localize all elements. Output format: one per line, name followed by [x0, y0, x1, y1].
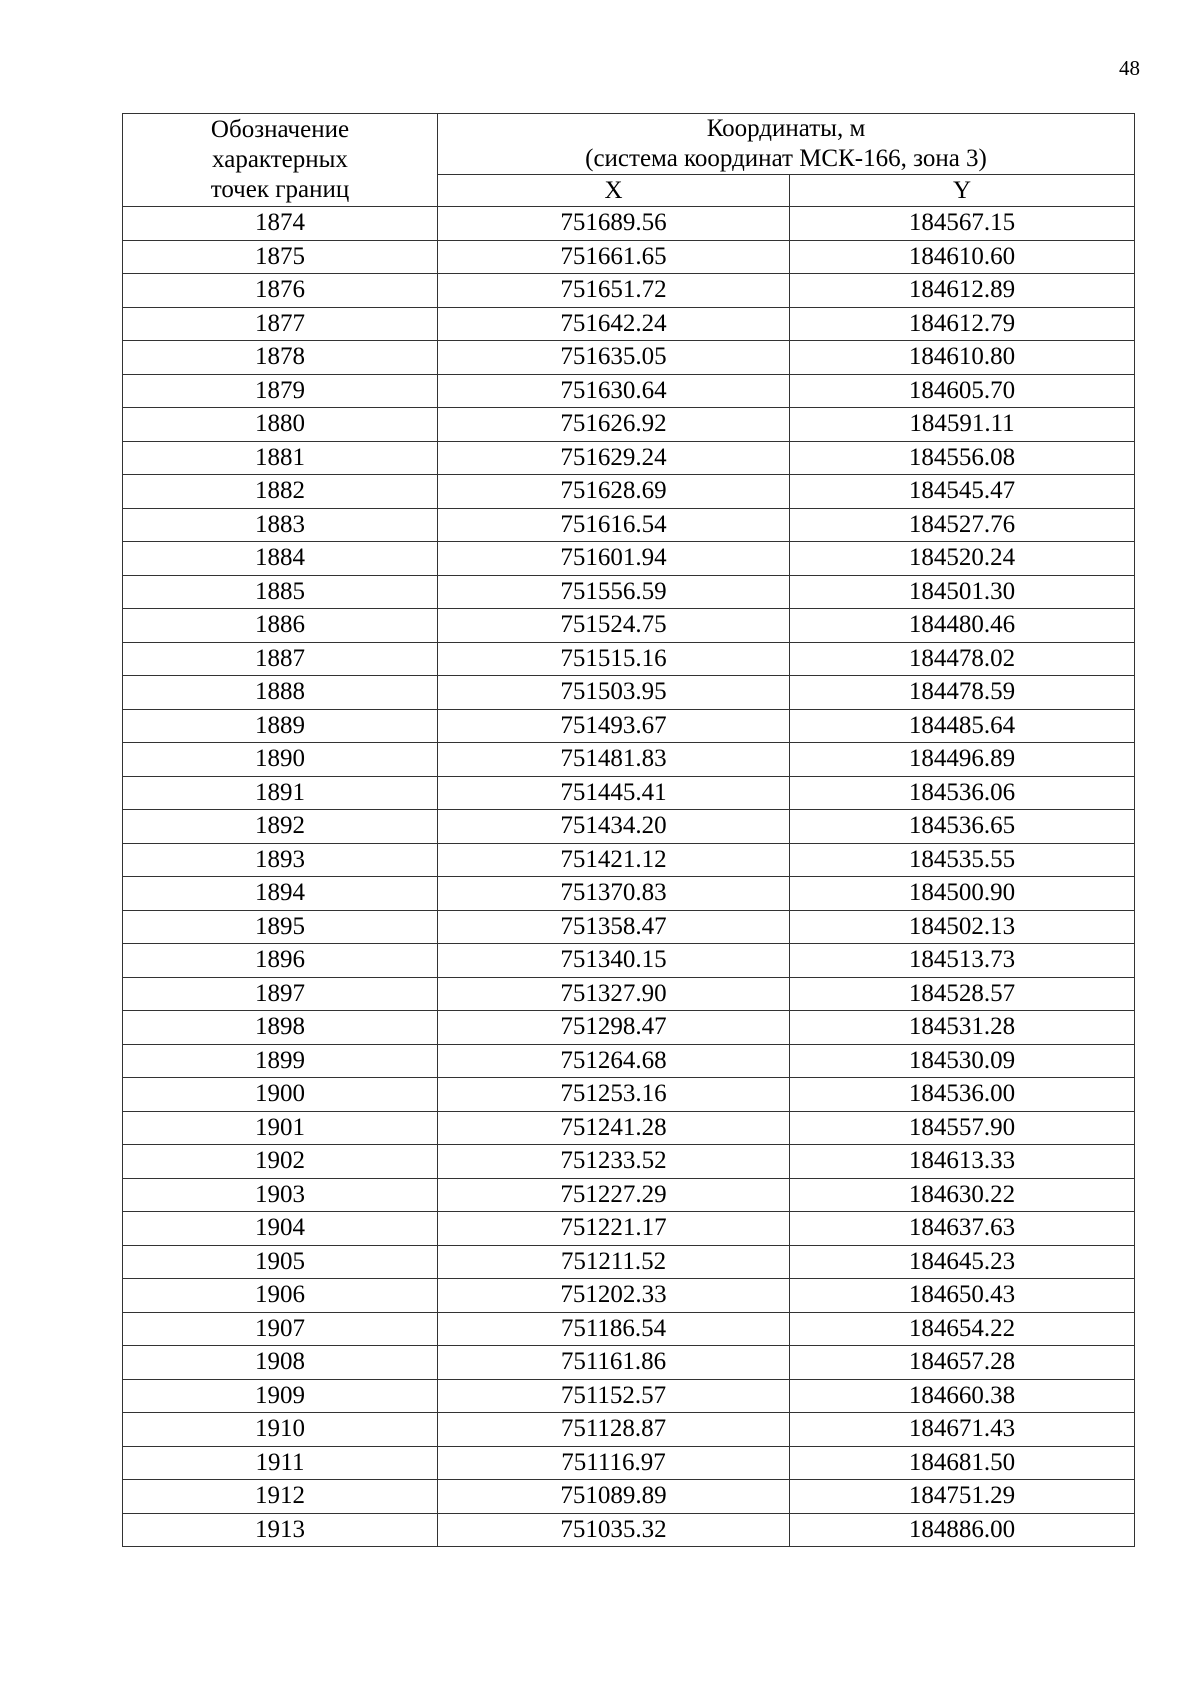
x-cell: 751524.75	[438, 609, 790, 643]
y-cell: 184527.76	[790, 508, 1135, 542]
coordinates-table	[122, 113, 1135, 1547]
page-number: 48	[1119, 56, 1140, 80]
table-row	[123, 274, 1135, 308]
x-cell: 751601.94	[438, 542, 790, 576]
table-row	[123, 1078, 1135, 1112]
point-cell: 1886	[123, 609, 438, 643]
table-row	[123, 1513, 1135, 1547]
x-cell: 751628.69	[438, 475, 790, 509]
table-row	[123, 609, 1135, 643]
point-cell: 1876	[123, 274, 438, 308]
table-row	[123, 1379, 1135, 1413]
y-cell: 184886.00	[790, 1513, 1135, 1547]
x-cell: 751556.59	[438, 575, 790, 609]
table-row	[123, 441, 1135, 475]
point-cell: 1898	[123, 1011, 438, 1045]
x-cell: 751630.64	[438, 374, 790, 408]
y-cell: 184751.29	[790, 1480, 1135, 1514]
x-cell: 751340.15	[438, 944, 790, 978]
y-cell: 184535.55	[790, 843, 1135, 877]
x-cell: 751233.52	[438, 1145, 790, 1179]
x-cell: 751358.47	[438, 910, 790, 944]
point-cell: 1892	[123, 810, 438, 844]
y-cell: 184657.28	[790, 1346, 1135, 1380]
x-cell: 751089.89	[438, 1480, 790, 1514]
point-cell: 1877	[123, 307, 438, 341]
table-row	[123, 743, 1135, 777]
y-cell: 184480.46	[790, 609, 1135, 643]
table-row	[123, 877, 1135, 911]
point-cell: 1906	[123, 1279, 438, 1313]
x-cell: 751116.97	[438, 1446, 790, 1480]
table-row	[123, 508, 1135, 542]
x-cell: 751211.52	[438, 1245, 790, 1279]
point-cell: 1911	[123, 1446, 438, 1480]
y-cell: 184612.89	[790, 274, 1135, 308]
table-row	[123, 1446, 1135, 1480]
point-cell: 1879	[123, 374, 438, 408]
x-cell: 751035.32	[438, 1513, 790, 1547]
table-row	[123, 1245, 1135, 1279]
x-cell: 751493.67	[438, 709, 790, 743]
table-row	[123, 642, 1135, 676]
x-cell: 751253.16	[438, 1078, 790, 1112]
y-cell: 184567.15	[790, 207, 1135, 241]
table-row	[123, 240, 1135, 274]
point-cell: 1881	[123, 441, 438, 475]
y-cell: 184513.73	[790, 944, 1135, 978]
x-cell: 751642.24	[438, 307, 790, 341]
x-cell: 751298.47	[438, 1011, 790, 1045]
x-cell: 751481.83	[438, 743, 790, 777]
table-row	[123, 910, 1135, 944]
point-cell: 1910	[123, 1413, 438, 1447]
point-cell: 1895	[123, 910, 438, 944]
point-cell: 1909	[123, 1379, 438, 1413]
table-row	[123, 341, 1135, 375]
table-row	[123, 207, 1135, 241]
x-cell: 751445.41	[438, 776, 790, 810]
point-cell: 1883	[123, 508, 438, 542]
table-row	[123, 1178, 1135, 1212]
table-row	[123, 776, 1135, 810]
point-cell: 1889	[123, 709, 438, 743]
point-column-header	[123, 114, 438, 207]
x-cell: 751241.28	[438, 1111, 790, 1145]
y-cell: 184557.90	[790, 1111, 1135, 1145]
y-cell: 184531.28	[790, 1011, 1135, 1045]
x-cell: 751264.68	[438, 1044, 790, 1078]
y-cell: 184485.64	[790, 709, 1135, 743]
y-cell: 184671.43	[790, 1413, 1135, 1447]
y-cell: 184681.50	[790, 1446, 1135, 1480]
table-row	[123, 810, 1135, 844]
y-cell: 184528.57	[790, 977, 1135, 1011]
y-cell: 184536.00	[790, 1078, 1135, 1112]
table-row	[123, 709, 1135, 743]
point-cell: 1874	[123, 207, 438, 241]
table-row	[123, 1413, 1135, 1447]
table-row	[123, 1212, 1135, 1246]
point-header-line: точек границ	[210, 176, 350, 203]
y-cell: 184520.24	[790, 542, 1135, 576]
point-cell: 1900	[123, 1078, 438, 1112]
x-cell: 751221.17	[438, 1212, 790, 1246]
coordinates-column-header	[438, 114, 1135, 175]
point-cell: 1884	[123, 542, 438, 576]
y-cell: 184637.63	[790, 1212, 1135, 1246]
x-cell: 751629.24	[438, 441, 790, 475]
table-header	[123, 114, 1135, 207]
table-row	[123, 1044, 1135, 1078]
point-cell: 1882	[123, 475, 438, 509]
point-cell: 1913	[123, 1513, 438, 1547]
point-cell: 1897	[123, 977, 438, 1011]
x-cell: 751661.65	[438, 240, 790, 274]
x-cell: 751635.05	[438, 341, 790, 375]
point-cell: 1908	[123, 1346, 438, 1380]
table-row	[123, 374, 1135, 408]
point-cell: 1885	[123, 575, 438, 609]
point-cell: 1887	[123, 642, 438, 676]
y-cell: 184501.30	[790, 575, 1135, 609]
point-cell: 1880	[123, 408, 438, 442]
y-cell: 184612.79	[790, 307, 1135, 341]
table-row	[123, 408, 1135, 442]
point-cell: 1902	[123, 1145, 438, 1179]
y-cell: 184500.90	[790, 877, 1135, 911]
y-column-header: Y	[790, 175, 1135, 207]
point-cell: 1904	[123, 1212, 438, 1246]
x-cell: 751689.56	[438, 207, 790, 241]
y-cell: 184610.80	[790, 341, 1135, 375]
x-cell: 751186.54	[438, 1312, 790, 1346]
table-row	[123, 1346, 1135, 1380]
y-cell: 184556.08	[790, 441, 1135, 475]
x-cell: 751327.90	[438, 977, 790, 1011]
x-cell: 751626.92	[438, 408, 790, 442]
table-row	[123, 1111, 1135, 1145]
y-cell: 184645.23	[790, 1245, 1135, 1279]
point-cell: 1907	[123, 1312, 438, 1346]
point-cell: 1905	[123, 1245, 438, 1279]
point-cell: 1893	[123, 843, 438, 877]
point-cell: 1896	[123, 944, 438, 978]
x-cell: 751421.12	[438, 843, 790, 877]
y-cell: 184502.13	[790, 910, 1135, 944]
point-cell: 1878	[123, 341, 438, 375]
coords-header-line: (система координат МСК-166, зона 3)	[585, 145, 987, 172]
point-header-line: Обозначение	[210, 116, 350, 143]
y-cell: 184478.59	[790, 676, 1135, 710]
x-cell: 751128.87	[438, 1413, 790, 1447]
y-cell: 184530.09	[790, 1044, 1135, 1078]
point-cell: 1891	[123, 776, 438, 810]
x-cell: 751227.29	[438, 1178, 790, 1212]
table-row	[123, 1312, 1135, 1346]
y-cell: 184630.22	[790, 1178, 1135, 1212]
point-cell: 1888	[123, 676, 438, 710]
table-row	[123, 1145, 1135, 1179]
x-cell: 751503.95	[438, 676, 790, 710]
x-column-header: X	[438, 175, 790, 207]
table-row	[123, 843, 1135, 877]
x-cell: 751616.54	[438, 508, 790, 542]
y-cell: 184660.38	[790, 1379, 1135, 1413]
y-cell: 184654.22	[790, 1312, 1135, 1346]
table-row	[123, 1480, 1135, 1514]
y-cell: 184610.60	[790, 240, 1135, 274]
table-row	[123, 676, 1135, 710]
point-cell: 1875	[123, 240, 438, 274]
point-cell: 1901	[123, 1111, 438, 1145]
y-cell: 184496.89	[790, 743, 1135, 777]
point-cell: 1903	[123, 1178, 438, 1212]
y-cell: 184650.43	[790, 1279, 1135, 1313]
point-cell: 1894	[123, 877, 438, 911]
table-row	[123, 977, 1135, 1011]
table-row	[123, 944, 1135, 978]
table-row	[123, 475, 1135, 509]
x-cell: 751152.57	[438, 1379, 790, 1413]
y-cell: 184545.47	[790, 475, 1135, 509]
y-cell: 184591.11	[790, 408, 1135, 442]
point-header-line: характерных	[212, 146, 348, 173]
y-cell: 184536.65	[790, 810, 1135, 844]
point-cell: 1899	[123, 1044, 438, 1078]
table-row	[123, 1011, 1135, 1045]
x-cell: 751515.16	[438, 642, 790, 676]
point-cell: 1890	[123, 743, 438, 777]
y-cell: 184478.02	[790, 642, 1135, 676]
y-cell: 184536.06	[790, 776, 1135, 810]
table-row	[123, 307, 1135, 341]
coords-header-line: Координаты, м	[706, 115, 866, 142]
table-row	[123, 1279, 1135, 1313]
x-cell: 751202.33	[438, 1279, 790, 1313]
x-cell: 751370.83	[438, 877, 790, 911]
y-cell: 184613.33	[790, 1145, 1135, 1179]
x-cell: 751434.20	[438, 810, 790, 844]
x-cell: 751651.72	[438, 274, 790, 308]
x-cell: 751161.86	[438, 1346, 790, 1380]
table-row	[123, 542, 1135, 576]
y-cell: 184605.70	[790, 374, 1135, 408]
table-body	[123, 207, 1135, 1547]
point-cell: 1912	[123, 1480, 438, 1514]
table-row	[123, 575, 1135, 609]
